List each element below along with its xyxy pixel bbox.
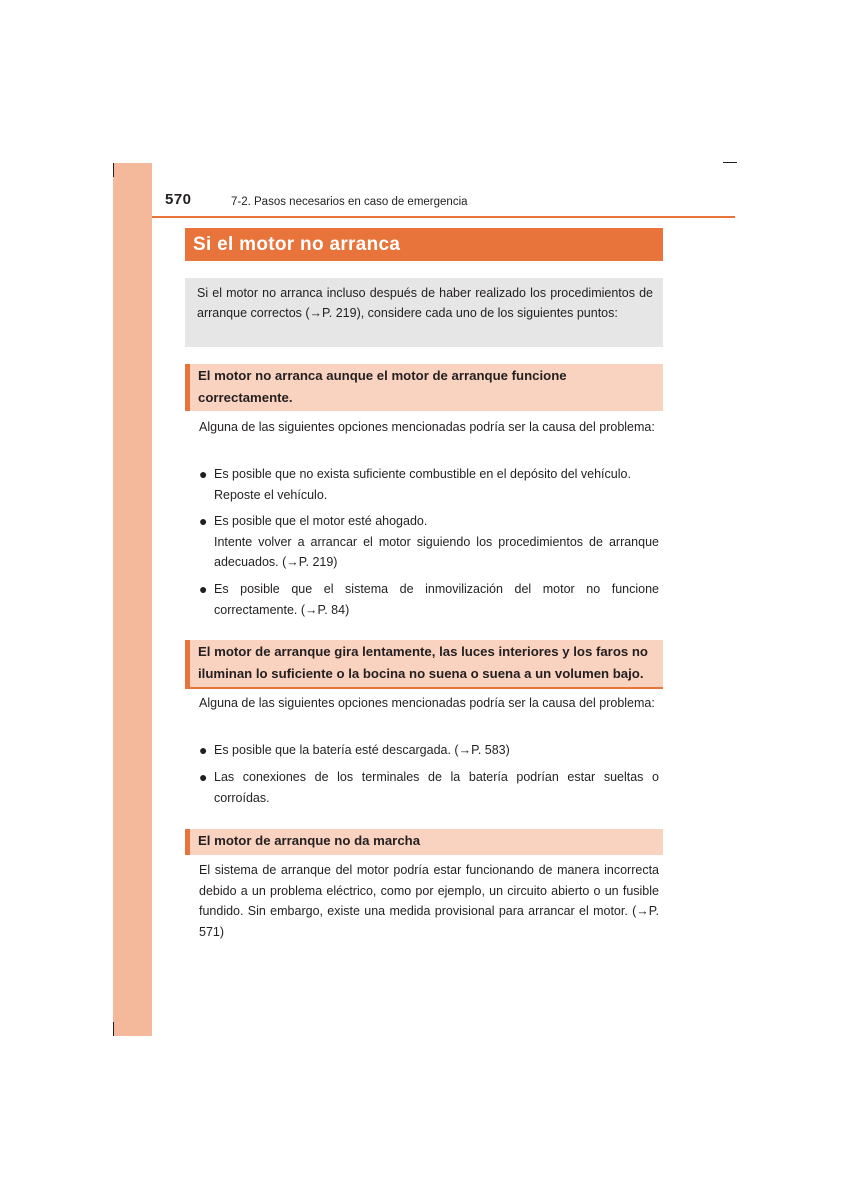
section-body: El sistema de arranque del motor podría estar funcionando de manera incorrecta debido a un problema eléctrico, como por ejemplo, un circuito abierto o un fusible fundido. Sin embargo, existe una medida provisional para arrancar el motor. (→P. 571) bbox=[199, 863, 659, 939]
crop-mark bbox=[113, 163, 114, 177]
list-item-text: Es posible que el sistema de inmovilización del motor no funcione correctamente. (→P. 84) bbox=[214, 582, 659, 617]
list-item-text: Las conexiones de los terminales de la batería podrían estar sueltas o corroídas. bbox=[214, 770, 659, 805]
crop-mark bbox=[723, 162, 737, 163]
section-heading: El motor de arranque no da marcha bbox=[185, 829, 663, 855]
crop-mark bbox=[113, 1022, 114, 1036]
bullet-icon: ● bbox=[199, 513, 208, 529]
side-tab-band bbox=[113, 163, 152, 1036]
bullet-icon: ● bbox=[199, 769, 208, 785]
header-rule bbox=[152, 216, 735, 218]
list-item-text: Es posible que el motor esté ahogado. bbox=[214, 514, 428, 528]
list-item-text: Intente volver a arrancar el motor siguiendo los procedimientos de arranque adecuados. (→P. 219) bbox=[214, 534, 659, 569]
section-reference: 7-2. Pasos necesarios en caso de emergencia bbox=[231, 196, 468, 208]
bullet-icon: ● bbox=[199, 466, 208, 482]
list-item bbox=[199, 579, 659, 620]
page-number: 570 bbox=[165, 191, 192, 208]
section-lead: Alguna de las siguientes opciones mencionadas podría ser la causa del problema: bbox=[199, 696, 655, 710]
list-item-text: Reposte el vehículo. bbox=[214, 487, 328, 502]
list-item-text: Es posible que la batería esté descargada. (→P. 583) bbox=[214, 743, 510, 757]
list-item bbox=[199, 767, 659, 808]
bullet-icon: ● bbox=[199, 742, 208, 758]
section-heading: El motor no arranca aunque el motor de arranque funcione correctamente. bbox=[185, 364, 663, 411]
list-item bbox=[199, 464, 659, 505]
list-item bbox=[199, 740, 659, 761]
page-title: Si el motor no arranca bbox=[185, 228, 663, 261]
section-lead: Alguna de las siguientes opciones mencionadas podría ser la causa del problema: bbox=[199, 420, 655, 434]
intro-box: Si el motor no arranca incluso después de haber realizado los procedimientos de arranque correctos (→P. 219), considere cada uno de los siguientes puntos: bbox=[185, 278, 663, 347]
bullet-icon: ● bbox=[199, 581, 208, 597]
list-item bbox=[199, 511, 659, 573]
section-heading: El motor de arranque gira lentamente, las luces interiores y los faros no iluminan lo suficiente o la bocina no suena o suena a un volumen bajo. bbox=[185, 640, 663, 689]
list-item-text: Es posible que no exista suficiente combustible en el depósito del vehículo. bbox=[214, 467, 631, 481]
